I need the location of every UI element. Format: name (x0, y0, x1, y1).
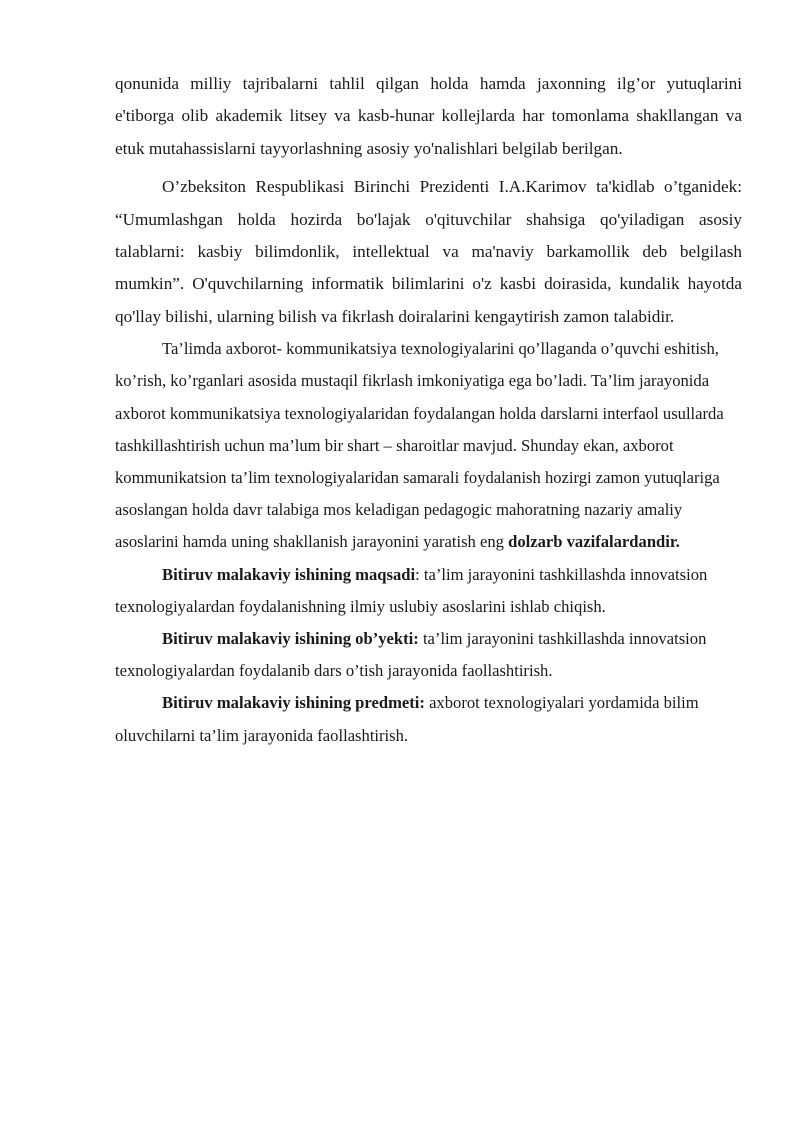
paragraph-ict-text: Ta’limda axborot- kommunikatsiya texnologiyalarini qo’llaganda o’quvchi eshitish, ko’rish, ko’rganlari asosida mustaqil fikrlash imkoniyatiga ega bo’ladi. Ta’lim jarayonida axborot kommunikatsiya texnologiyalaridan foydalangan holda darslarni interfaol usullarda tashkillashtirish uchun ma’lum bir shart – sharoitlar mavjud. Shunday ekan, axborot kommunikatsion ta’lim texnologiyalaridan samarali foydalanish hozirgi zamon yutuqlariga asoslangan holda davr talabiga mos keladigan pedagogic mahoratning nazariy amaliy asoslarini hamda uning shakllanish jarayonini yaratish eng (115, 339, 724, 552)
paragraph-president-quote: O’zbeksiton Respublikasi Birinchi Prezidenti I.A.Karimov ta'kidlab o’tganidek: “Umumlashgan holda hozirda bo'lajak o'qituvchilar shahsiga qo'yiladigan asosiy talablarni: kasbiy bilimdonlik, intellektual va ma'naviy barkamollik deb belgilash mumkin”. O'quvchilarning informatik bilimlarini o'z kasbi doirasida, kundalik hayotda qo'llay bilishi, ularning bilish va fikrlash doiralarini kengaytirish zamon talabidir. (115, 177, 742, 326)
goal-heading: Bitiruv malakaviy ishining maqsadi (162, 564, 416, 584)
subject-heading: Bitiruv malakaviy ishining predmeti: (162, 693, 425, 713)
paragraph-ict-education (115, 333, 742, 558)
paragraph-ict-bold: dolzarb vazifalardandir. (508, 532, 680, 552)
paragraph-subject (115, 687, 742, 751)
subject-text: axborot texnologiyalari yordamida bilim oluvchilarni ta’lim jarayonida faollashtirish. (115, 693, 699, 745)
paragraph-object (115, 623, 742, 687)
goal-text: : ta’lim jarayonini tashkillashda innovatsion texnologiyalardan foydalanishning ilmiy uslubiy asoslarini ishlab chiqish. (115, 564, 708, 616)
document-page (115, 68, 742, 752)
paragraph-intro-continuation: qonunida milliy tajribalarni tahlil qilgan holda hamda jaxonning ilg’or yutuqlarini e'tiborga olib akademik litsey va kasb-hunar kollejlarda har tomonlama shakllangan va etuk mutahassislarni tayyorlashning asosiy yo'nalishlari belgilab berilgan. (115, 74, 742, 158)
object-text: ta’lim jarayonini tashkillashda innovatsion texnologiyalardan foydalanib dars o’tish jarayonida faollashtirish. (115, 629, 707, 681)
object-heading: Bitiruv malakaviy ishining ob’yekti: (162, 629, 419, 649)
paragraph-goal (115, 559, 742, 623)
